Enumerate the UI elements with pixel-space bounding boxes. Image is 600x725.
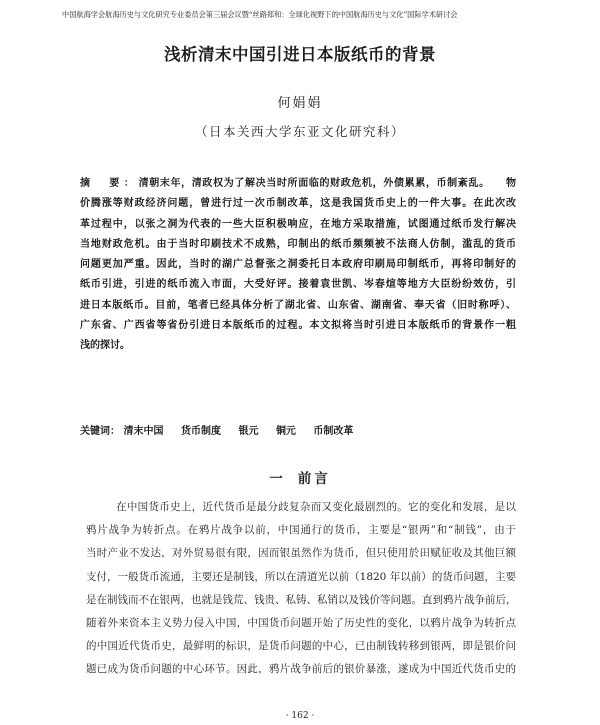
body-line: 在中国货币史上，近代货币是最分歧复杂而又变化最剧烈的。它的变化和发展，是以 [116, 501, 516, 513]
keyword: 货币制度 [180, 426, 221, 437]
abstract-line: 革过程中，以张之洞为代表的一些大臣积极响应，在地方采取措施，试图通过纸币发行解决 [80, 218, 516, 230]
abstract-text: 清朝末年，清政权为了解决当时所面临的财政危机，外债累累，币制紊乱。 物 [138, 178, 516, 189]
body-line: 支付，一般货币流通，主要还是制钱，所以在清道光以前（1820 年以前）的货币问题，主要 [86, 570, 516, 583]
page-number: · 162 · [285, 711, 315, 721]
abstract [80, 174, 516, 357]
abstract-line [80, 174, 516, 194]
body-line: 题已成为货币问题的中心环节。因此，鸦片战争前后的银价暴涨，遂成为中国近代货币史的 [86, 663, 516, 676]
abstract-line: 浅的探讨。 [80, 340, 130, 352]
body-line: 当时产业不发达，对外贸易很有限，因而银虽然作为货币，但只使用於田赋征收及其他巨额 [86, 547, 516, 560]
keyword: 铜元 [275, 426, 296, 437]
keyword: 币制改革 [313, 426, 354, 437]
section-number: 一 [269, 471, 286, 487]
article-title: 浅析清末中国引进日本版纸币的背景 [164, 45, 436, 64]
keywords [80, 424, 516, 440]
body-line: 鸦片战争为转折点。在鸦片战争以前，中国通行的货币，主要是“银两”和“制钱”，由于 [86, 524, 516, 537]
abstract-line: 进日本版纸币。目前，笔者已经具体分析了湖北省、山东省、湖南省、奉天省（旧时称呼）、 [80, 299, 516, 311]
abstract-line: 纸币引进，引进的纸币流入市面，大受好评。接着袁世凯、岑春煊等地方大臣纷纷效仿，引 [80, 279, 516, 291]
keyword: 银元 [238, 426, 259, 437]
abstract-line: 价腾涨等财政经济问题，曾进行过一次币制改革，这是我国货币史上的一件大事。在此次改 [80, 198, 516, 210]
keyword: 清末中国 [123, 426, 164, 437]
section-title: 前言 [297, 471, 331, 487]
body-line: 是在制钱而不在银两，也就是钱荒、钱贵、私铸、私销以及钱价等问题。直到鸦片战争前后， [86, 593, 516, 606]
abstract-label: 摘 要： [80, 178, 139, 189]
body-line: 随着外来资本主义势力侵入中国，中国货币问题开始了历史性的变化，以鸦片战争为转折点 [86, 617, 516, 630]
author-name: 何娟娟 [277, 96, 323, 111]
section-heading [60, 470, 540, 488]
abstract-line: 问题更加严重。因此，当时的湖广总督张之洞委托日本政府印刷局印制纸币，再将印制好的 [80, 259, 516, 271]
body-line: 的中国近代货币史，最鲜明的标识，是货币问题的中心，已由制钱转移到银两，即是银价问 [86, 640, 516, 653]
author-affiliation: （日本关西大学东亚文化研究科） [194, 124, 405, 139]
abstract-line: 当地财政危机。由于当时印刷技术不成熟，印制出的纸币频频被不法商人仿制，滥乱的货币 [80, 238, 516, 250]
body-text [86, 496, 516, 682]
abstract-line: 广东省、广西省等省份引进日本版纸币的过程。本文拟将当时引进日本版纸币的背景作一粗 [80, 320, 516, 332]
keywords-label: 关键词： [80, 426, 120, 437]
running-header: 中国航海学会航海历史与文化研究专业委员会第三届会议暨“丝路郑和：全球化视野下的中国航海历史与文化”国际学术研讨会 [62, 10, 458, 19]
